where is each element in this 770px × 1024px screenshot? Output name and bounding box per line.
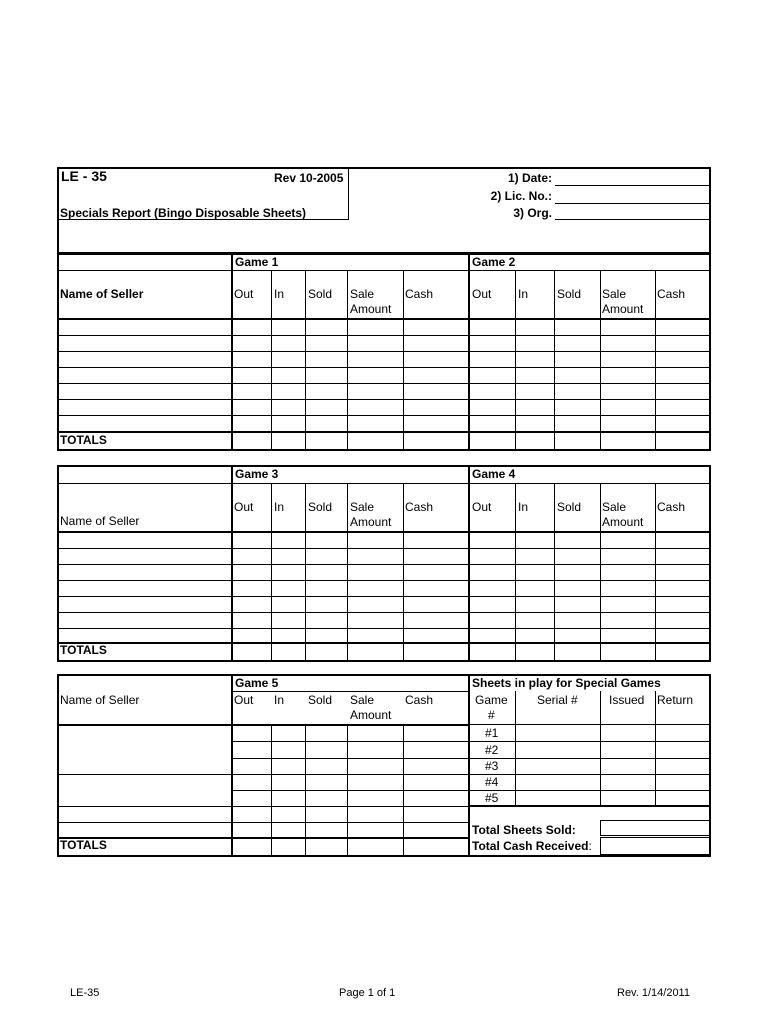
sheets-row-line [469, 758, 711, 759]
header-row-line [57, 531, 711, 533]
sale-header: Sale [602, 500, 627, 514]
sheets-game-header: Game [475, 693, 508, 707]
sheet-number: #2 [485, 743, 499, 757]
organization-field[interactable] [555, 204, 709, 220]
col-line [515, 270, 516, 451]
table-game3-game4 [57, 465, 711, 662]
sold-header: Sold [308, 287, 333, 301]
sold-header: Sold [557, 500, 582, 514]
col-line [231, 253, 233, 451]
header-row-line [57, 318, 711, 320]
out-header: Out [234, 693, 254, 707]
col-line [271, 270, 272, 451]
sheets-header-line [469, 724, 711, 725]
sheets-return-header: Return [657, 693, 694, 707]
totals-label: TOTALS [60, 643, 107, 657]
col-line [554, 483, 555, 662]
totals-row-line [57, 837, 468, 839]
cash-header: Cash [657, 287, 686, 301]
header-row-line [57, 724, 468, 726]
col-line [305, 483, 306, 662]
amount-header: Amount [602, 515, 644, 529]
row-line [57, 548, 711, 549]
sale-header: Sale [350, 287, 375, 301]
form-revision: Rev 10-2005 [274, 171, 344, 185]
sheets-row-line [469, 741, 711, 742]
col-line [655, 270, 656, 451]
col-line [600, 270, 601, 451]
name-of-seller-header: Name of Seller [60, 693, 140, 707]
totals-label: TOTALS [60, 433, 107, 447]
col-line [468, 465, 470, 662]
col-line [271, 483, 272, 662]
row-line [57, 399, 711, 400]
col-line [347, 724, 348, 857]
game-row-line [57, 483, 711, 484]
row-line [57, 580, 711, 581]
game-3-label: Game 3 [235, 467, 279, 481]
row-line [57, 822, 468, 823]
row-line [57, 335, 711, 336]
in-header: In [518, 500, 529, 514]
in-header: In [274, 693, 285, 707]
in-header: In [274, 500, 285, 514]
col-line [515, 483, 516, 662]
sheet-number: #3 [485, 759, 499, 773]
total-sheets-sold-label: Total Sheets Sold: [472, 823, 576, 837]
name-of-seller-header: Name of Seller [60, 287, 144, 301]
sheet-number: #5 [485, 791, 499, 805]
col-line [403, 270, 404, 451]
totals-row-line [57, 431, 711, 433]
sheets-serial-header: Serial # [537, 693, 578, 707]
totals-label: TOTALS [60, 838, 107, 852]
table-border [57, 253, 711, 451]
row-line [57, 612, 711, 613]
col-line [231, 674, 233, 857]
row-line [231, 741, 468, 742]
license-number-label: 2) Lic. No.: [490, 189, 552, 203]
cash-header: Cash [657, 500, 686, 514]
sold-header: Sold [557, 287, 582, 301]
sheet-number: #4 [485, 775, 499, 789]
form-id: LE - 35 [61, 168, 107, 184]
sheets-title: Sheets in play for Special Games [472, 676, 661, 690]
sheets-total-line [469, 805, 711, 807]
amount-header: Amount [350, 708, 392, 722]
col-line [347, 483, 348, 662]
row-line [57, 367, 711, 368]
amount-header: Amount [350, 302, 392, 316]
organization-label: 3) Org. [513, 206, 552, 220]
row-line [57, 383, 711, 384]
total-cash-colon: : [588, 839, 592, 853]
col-line [655, 483, 656, 662]
game-1-label: Game 1 [235, 255, 279, 269]
in-header: In [274, 287, 285, 301]
sheets-col-line [655, 691, 656, 807]
row-line [57, 628, 711, 629]
date-field[interactable] [555, 170, 709, 186]
footer-form-id: LE-35 [70, 987, 100, 999]
table-game1-game2 [57, 253, 711, 451]
form-title: Specials Report (Bingo Disposable Sheets) [60, 206, 307, 220]
amount-header: Amount [350, 515, 392, 529]
footer-revision: Rev. 1/14/2011 [617, 987, 690, 999]
col-line [600, 483, 601, 662]
out-header: Out [234, 500, 254, 514]
row-line [231, 790, 468, 791]
in-header: In [518, 287, 529, 301]
col-line [305, 724, 306, 857]
sheets-hash-header: # [488, 708, 495, 722]
cash-header: Cash [405, 500, 434, 514]
sold-header: Sold [308, 500, 333, 514]
col-line [554, 270, 555, 451]
sheets-row-line [469, 774, 711, 775]
col-line [403, 483, 404, 662]
amount-header: Amount [602, 302, 644, 316]
header-divider-vertical [348, 168, 349, 220]
sale-header: Sale [350, 500, 375, 514]
row-line [57, 596, 711, 597]
total-cash-received-label: Total Cash Received: [472, 839, 592, 853]
totals-row-line [57, 642, 711, 644]
sale-header: Sale [350, 693, 375, 707]
sold-header: Sold [308, 693, 333, 707]
out-header: Out [234, 287, 254, 301]
license-number-field[interactable] [555, 188, 709, 204]
sheets-col-line [600, 691, 601, 807]
row-line [57, 564, 711, 565]
sheets-row-line [469, 790, 711, 791]
sheets-issued-header: Issued [609, 693, 645, 707]
col-line [231, 465, 233, 662]
sheet-number: #1 [485, 726, 499, 740]
footer-page-number: Page 1 of 1 [339, 987, 396, 999]
row-line [231, 758, 468, 759]
game-2-label: Game 2 [472, 255, 516, 269]
name-of-seller-header: Name of Seller [60, 514, 140, 528]
date-label: 1) Date: [507, 171, 552, 185]
out-header: Out [472, 287, 492, 301]
cash-header: Cash [405, 693, 434, 707]
row-line [57, 351, 711, 352]
col-line [271, 724, 272, 857]
game-4-label: Game 4 [472, 467, 516, 481]
sale-header: Sale [602, 287, 627, 301]
col-line [468, 253, 470, 451]
total-sheets-sold-box[interactable] [600, 820, 711, 836]
game-row-line [57, 270, 711, 271]
row-line [57, 415, 711, 416]
table-game5-sheets [57, 674, 711, 857]
row-line [57, 806, 468, 807]
game-row-line [231, 691, 468, 692]
out-header: Out [472, 500, 492, 514]
game-5-label: Game 5 [235, 676, 279, 690]
col-line [403, 724, 404, 857]
cash-header: Cash [405, 287, 434, 301]
row-line [57, 774, 468, 775]
col-line [468, 674, 470, 857]
sheets-col-line [515, 691, 516, 807]
total-cash-received-box[interactable] [600, 837, 711, 855]
col-line [347, 270, 348, 451]
col-line [305, 270, 306, 451]
